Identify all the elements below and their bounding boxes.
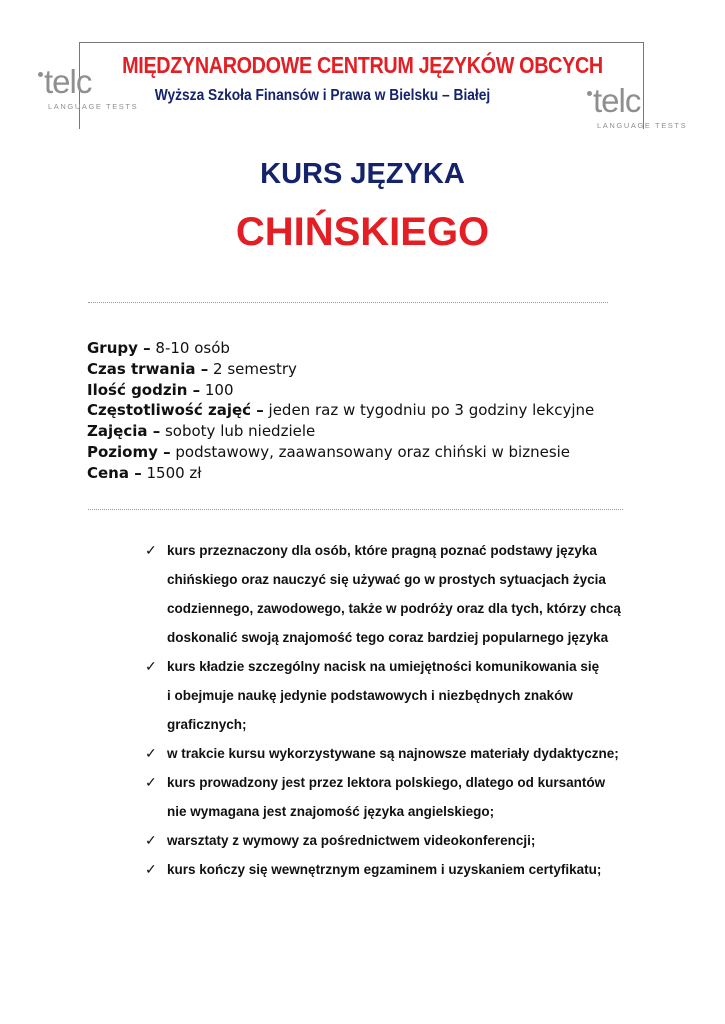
list-item-line: chińskiego oraz nauczyć się używać go w prostych sytuacjach życia — [167, 572, 606, 587]
info-label: Cena – — [87, 463, 142, 482]
list-item — [145, 536, 665, 652]
list-item-line: graficznych; — [167, 717, 247, 732]
checkmark-icon: ✓ — [145, 745, 157, 761]
info-item — [87, 421, 594, 442]
list-item-line: i obejmuje naukę jedynie podstawowych i niezbędnych znaków — [167, 688, 573, 703]
info-label: Grupy – — [87, 339, 151, 357]
list-item-line: warsztaty z wymowy za pośrednictwem videokonferencji; — [167, 833, 536, 848]
list-item-line: kurs kończy się wewnętrznym egzaminem i uzyskaniem certyfikatu; — [167, 862, 602, 877]
list-item-line: kurs kładzie szczególny nacisk na umiejętności komunikowania się — [167, 659, 600, 674]
course-info-list — [87, 338, 594, 484]
telc-logo-left — [38, 63, 139, 117]
logo-dot-icon — [587, 91, 592, 96]
list-item — [145, 826, 665, 855]
info-value: soboty lub niedziele — [160, 422, 316, 441]
list-item — [145, 739, 665, 768]
list-item-line: kurs przeznaczony dla osób, które pragną poznać podstawy języka — [167, 543, 597, 558]
list-item-line: nie wymagana jest znajomość języka angielskiego; — [167, 804, 495, 819]
list-item-line: doskonalić swoją znajomość tego coraz bardziej popularnego języka — [167, 630, 609, 645]
course-title-line2: CHIŃSKIEGO — [235, 210, 490, 254]
separator-bottom — [88, 509, 623, 510]
checkmark-icon: ✓ — [145, 861, 157, 877]
logo-word: telc — [593, 82, 641, 119]
logo-tagline: LANGUAGE TESTS — [597, 121, 688, 130]
info-item — [87, 338, 594, 359]
info-value: jeden raz w tygodniu po 3 godziny lekcyjne — [263, 401, 595, 420]
info-item — [87, 380, 594, 401]
info-item — [87, 463, 594, 484]
info-value: 1500 zł — [141, 463, 202, 482]
header-title: MIĘDZYNARODOWE CENTRUM JĘZYKÓW OBCYCH — [122, 52, 603, 78]
info-label: Zajęcia – — [87, 422, 161, 441]
logo-word: telc — [44, 63, 92, 100]
features-list — [145, 536, 665, 884]
info-value: 100 — [200, 380, 234, 399]
info-label: Ilość godzin – — [87, 380, 201, 399]
checkmark-icon: ✓ — [145, 542, 157, 558]
checkmark-icon: ✓ — [145, 774, 157, 790]
info-label: Czas trwania – — [87, 359, 209, 378]
list-item — [145, 768, 665, 826]
course-title-line1: KURS JĘZYKA — [260, 158, 465, 190]
info-value: 2 semestry — [208, 359, 297, 378]
checkmark-icon: ✓ — [145, 832, 157, 848]
list-item — [145, 855, 665, 884]
info-item — [87, 442, 594, 463]
info-item — [87, 400, 594, 421]
info-value: podstawowy, zaawansowany oraz chiński w biznesie — [170, 442, 571, 461]
list-item-line: w trakcie kursu wykorzystywane są najnowsze materiały dydaktyczne; — [167, 746, 619, 761]
header-subtitle: Wyższa Szkoła Finansów i Prawa w Bielsku – Białej — [154, 87, 491, 104]
logo-dot-icon — [38, 72, 43, 77]
checkmark-icon: ✓ — [145, 658, 157, 674]
info-item — [87, 359, 594, 380]
list-item-line: kurs prowadzony jest przez lektora polskiego, dlatego od kursantów — [167, 775, 606, 790]
logo-tagline: LANGUAGE TESTS — [48, 102, 139, 111]
info-value: 8-10 osób — [150, 339, 230, 357]
telc-logo-right — [587, 82, 688, 136]
list-item — [145, 652, 665, 739]
info-label: Poziomy – — [87, 442, 171, 461]
separator-top — [88, 302, 608, 303]
list-item-line: codziennego, zawodowego, także w podróży oraz dla tych, którzy chcą — [167, 601, 621, 616]
info-label: Częstotliwość zajęć – — [87, 401, 264, 420]
